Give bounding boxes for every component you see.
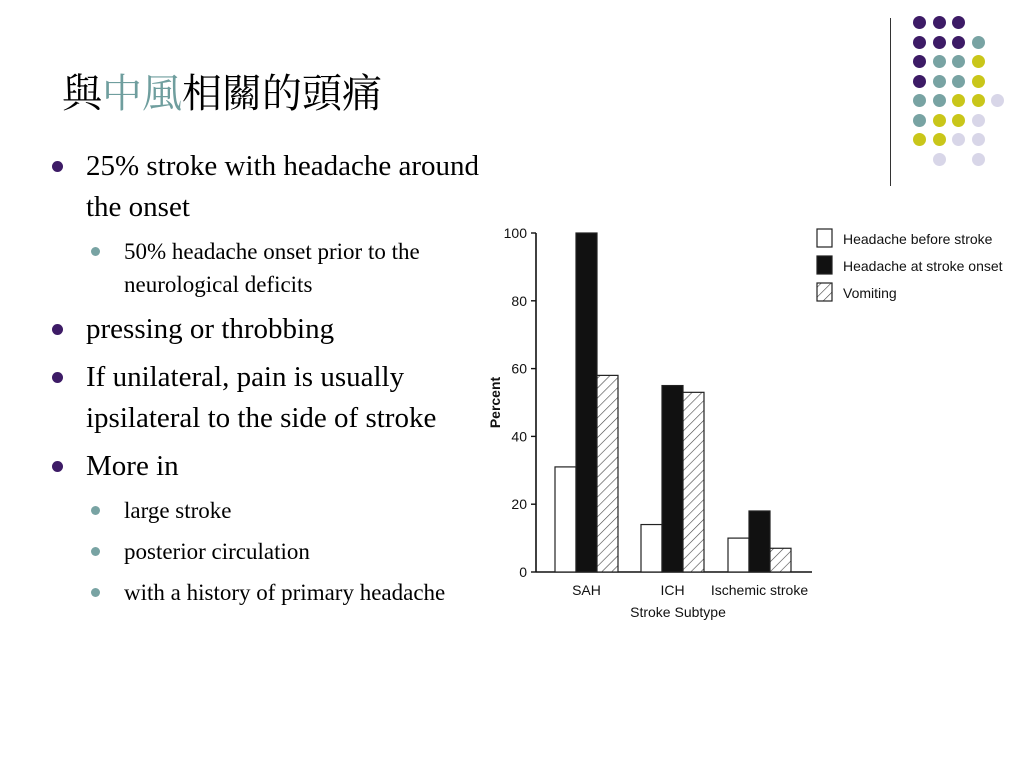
bar-chart <box>480 218 1020 628</box>
sub-bullet-marker <box>91 506 100 515</box>
decorative-dot <box>933 75 946 88</box>
decorative-dot <box>933 94 946 107</box>
decorative-dot <box>952 75 965 88</box>
bullet-marker <box>52 324 63 335</box>
decorative-dot <box>952 16 965 29</box>
x-tick-label: SAH <box>572 582 601 598</box>
slide-title <box>62 66 382 122</box>
y-tick-label: 60 <box>511 360 527 377</box>
bar-hatch <box>683 392 704 572</box>
decorative-dot <box>913 133 926 146</box>
decorative-dot <box>972 153 985 166</box>
y-tick-label: 0 <box>519 564 527 580</box>
legend-swatch-hatch <box>817 283 832 301</box>
bar-hatch <box>597 375 618 572</box>
divider-line <box>890 18 891 186</box>
decorative-dot <box>972 36 985 49</box>
bullet-list <box>48 146 488 617</box>
sub-bullet-text: 50% headache onset prior to the neurological deficits <box>124 239 420 297</box>
sub-bullet-text: with a history of primary headache <box>124 580 446 605</box>
sub-bullet-item <box>48 535 488 568</box>
decorative-dot <box>972 55 985 68</box>
bar-black <box>662 386 683 572</box>
decorative-dot <box>972 133 985 146</box>
sub-bullet-marker <box>91 547 100 556</box>
x-axis-label: Stroke Subtype <box>630 604 726 620</box>
bullet-marker <box>52 372 63 383</box>
sub-bullet-marker <box>91 247 100 256</box>
legend-label: Headache before stroke <box>843 231 993 247</box>
decorative-dot <box>972 75 985 88</box>
bullet-marker <box>52 461 63 472</box>
sub-bullet-marker <box>91 588 100 597</box>
decorative-dot <box>913 114 926 127</box>
y-tick-label: 40 <box>511 428 527 445</box>
sub-bullet-item <box>48 235 488 301</box>
y-axis-label: Percent <box>487 376 503 429</box>
bullet-item <box>48 309 488 350</box>
bar-white <box>555 467 576 572</box>
bar-black <box>576 233 597 572</box>
decorative-dot <box>952 36 965 49</box>
title-part-2: 相關的頭痛 <box>182 71 382 117</box>
decorative-dot <box>913 94 926 107</box>
bar-white <box>641 525 662 572</box>
decorative-dot <box>933 16 946 29</box>
decorative-dot <box>933 153 946 166</box>
bar-hatch <box>770 548 791 572</box>
bar-black <box>749 511 770 572</box>
y-tick-label: 100 <box>503 225 527 241</box>
bullet-item <box>48 357 488 439</box>
y-tick-label: 20 <box>511 496 527 513</box>
sub-bullet-text: large stroke <box>124 498 232 523</box>
x-tick-label: Ischemic stroke <box>710 582 809 598</box>
bar-white <box>728 538 749 572</box>
decorative-dot <box>933 36 946 49</box>
decorative-dot <box>913 16 926 29</box>
bullet-text: pressing or throbbing <box>86 313 335 345</box>
legend-swatch-white <box>817 229 832 247</box>
bullet-text: More in <box>86 450 179 482</box>
decorative-dot <box>913 36 926 49</box>
y-tick-label: 80 <box>511 292 527 309</box>
decorative-dot <box>933 133 946 146</box>
legend-label: Vomiting <box>843 285 897 301</box>
sub-bullet-text: posterior circulation <box>124 539 310 564</box>
legend-label: Headache at stroke onset <box>843 258 1003 274</box>
sub-bullet-item <box>48 494 488 527</box>
title-accent: 中風 <box>102 71 182 117</box>
bullet-text: 25% stroke with headache around the onset <box>86 150 479 223</box>
decorative-dot <box>972 94 985 107</box>
legend-swatch-black <box>817 256 832 274</box>
title-part-1: 與 <box>62 71 102 117</box>
decorative-dot <box>972 114 985 127</box>
bullet-text: If unilateral, pain is usually ipsilateral to the side of stroke <box>86 361 437 434</box>
decorative-dot <box>913 55 926 68</box>
bullet-marker <box>52 161 63 172</box>
bullet-item <box>48 146 488 228</box>
bullet-item <box>48 446 488 487</box>
decorative-dot <box>933 114 946 127</box>
decorative-dot <box>952 114 965 127</box>
decorative-dot <box>991 94 1004 107</box>
decorative-dot <box>913 75 926 88</box>
decorative-dot <box>952 133 965 146</box>
decorative-dot <box>952 94 965 107</box>
x-tick-label: ICH <box>660 582 685 598</box>
decorative-dot <box>933 55 946 68</box>
decorative-dot <box>952 55 965 68</box>
sub-bullet-item <box>48 576 488 609</box>
